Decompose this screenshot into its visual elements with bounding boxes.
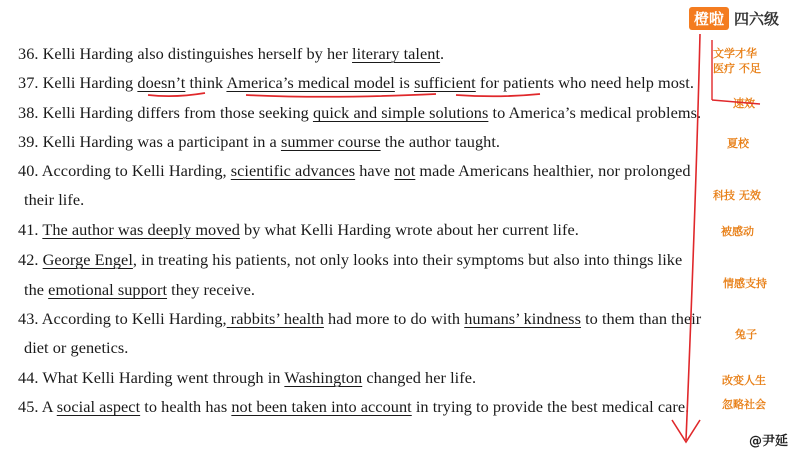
underlined-phrase: Washington	[284, 368, 363, 387]
underlined-phrase: scientific advances	[230, 161, 356, 180]
underlined-phrase: America’s medical model	[226, 73, 395, 92]
underlined-phrase: literary talent	[352, 44, 441, 63]
statement-text: think	[185, 73, 227, 92]
statement-text: 37. Kelli Harding	[18, 73, 138, 92]
underlined-phrase: summer course	[280, 132, 381, 151]
statement-text: their life.	[24, 190, 85, 209]
underlined-phrase: The author was deeply moved	[42, 220, 240, 239]
statement-text: to health has	[140, 397, 232, 416]
underlined-phrase: doesn’t	[137, 73, 186, 92]
margin-annotation: 被感动	[721, 225, 754, 238]
statement-text: 42.	[18, 250, 43, 269]
statement-text: made Americans healthier, nor prolonged	[415, 161, 691, 180]
statement-text: by what Kelli Harding wrote about her current life.	[239, 220, 579, 239]
statement-text: the author taught.	[380, 132, 501, 151]
brand-name: 橙啦	[689, 7, 729, 30]
statement-text: 38. Kelli Harding differs from those seeking	[18, 103, 313, 122]
statement-text: to America’s medical problems.	[488, 103, 702, 122]
red-underline-1	[148, 93, 205, 96]
statement-text: 40. According to Kelli Harding,	[18, 161, 231, 180]
underlined-phrase: George Engel	[42, 250, 133, 269]
underlined-phrase: not	[394, 161, 416, 180]
statement-text: to them than their	[580, 309, 702, 328]
red-vertical-line	[686, 34, 700, 440]
statement-text: for patients who need help most.	[475, 73, 695, 92]
statement-text: in trying to provide the best medical care.	[411, 397, 690, 416]
statement-text: is	[394, 73, 415, 92]
margin-annotation: 夏校	[727, 137, 749, 150]
margin-annotation: 速效	[733, 97, 755, 110]
statement-text: they receive.	[167, 280, 255, 299]
statement-text: had more to do with	[323, 309, 465, 328]
red-tick-1	[712, 100, 760, 104]
statement-text: diet or genetics.	[24, 338, 129, 357]
statement-text: changed her life.	[362, 368, 477, 387]
statement-text: 44. What Kelli Harding went through in	[18, 368, 285, 387]
statement-text: the	[24, 280, 49, 299]
author-handle: @尹延	[748, 434, 788, 449]
margin-annotation: 科技 无效	[713, 189, 761, 202]
statement-text: 39. Kelli Harding was a participant in a	[18, 132, 281, 151]
statement-text: 45. A	[18, 397, 57, 416]
underlined-phrase: social aspect	[56, 397, 141, 416]
statement-text: 41.	[18, 220, 43, 239]
underlined-phrase: emotional support	[48, 280, 168, 299]
margin-annotation: 兔子	[735, 328, 757, 341]
underlined-phrase: sufficient	[414, 73, 476, 92]
statement-text: , in treating his patients, not only looks into their symptoms but also into things like	[132, 250, 683, 269]
statement-text: .	[440, 44, 445, 63]
statement-text: 36. Kelli Harding also distinguishes herself by her	[18, 44, 353, 63]
margin-annotation: 改变人生	[722, 374, 766, 387]
underlined-phrase: quick and simple solutions	[312, 103, 489, 122]
underlined-phrase: humans’ kindness	[464, 309, 581, 328]
red-underline-3	[456, 94, 540, 96]
margin-annotation: 忽略社会	[722, 398, 766, 411]
margin-annotation: 情感支持	[723, 277, 767, 290]
margin-annotation: 医疗 不足	[713, 62, 761, 75]
underlined-phrase: not been taken into account	[231, 397, 412, 416]
brand-tag: 四六级	[734, 9, 780, 28]
margin-annotation: 文学才华	[713, 47, 757, 60]
underlined-phrase: rabbits’ health	[226, 309, 324, 328]
red-underline-2	[246, 94, 436, 97]
statement-text: 43. According to Kelli Harding,	[18, 309, 227, 328]
statement-text: have	[355, 161, 395, 180]
